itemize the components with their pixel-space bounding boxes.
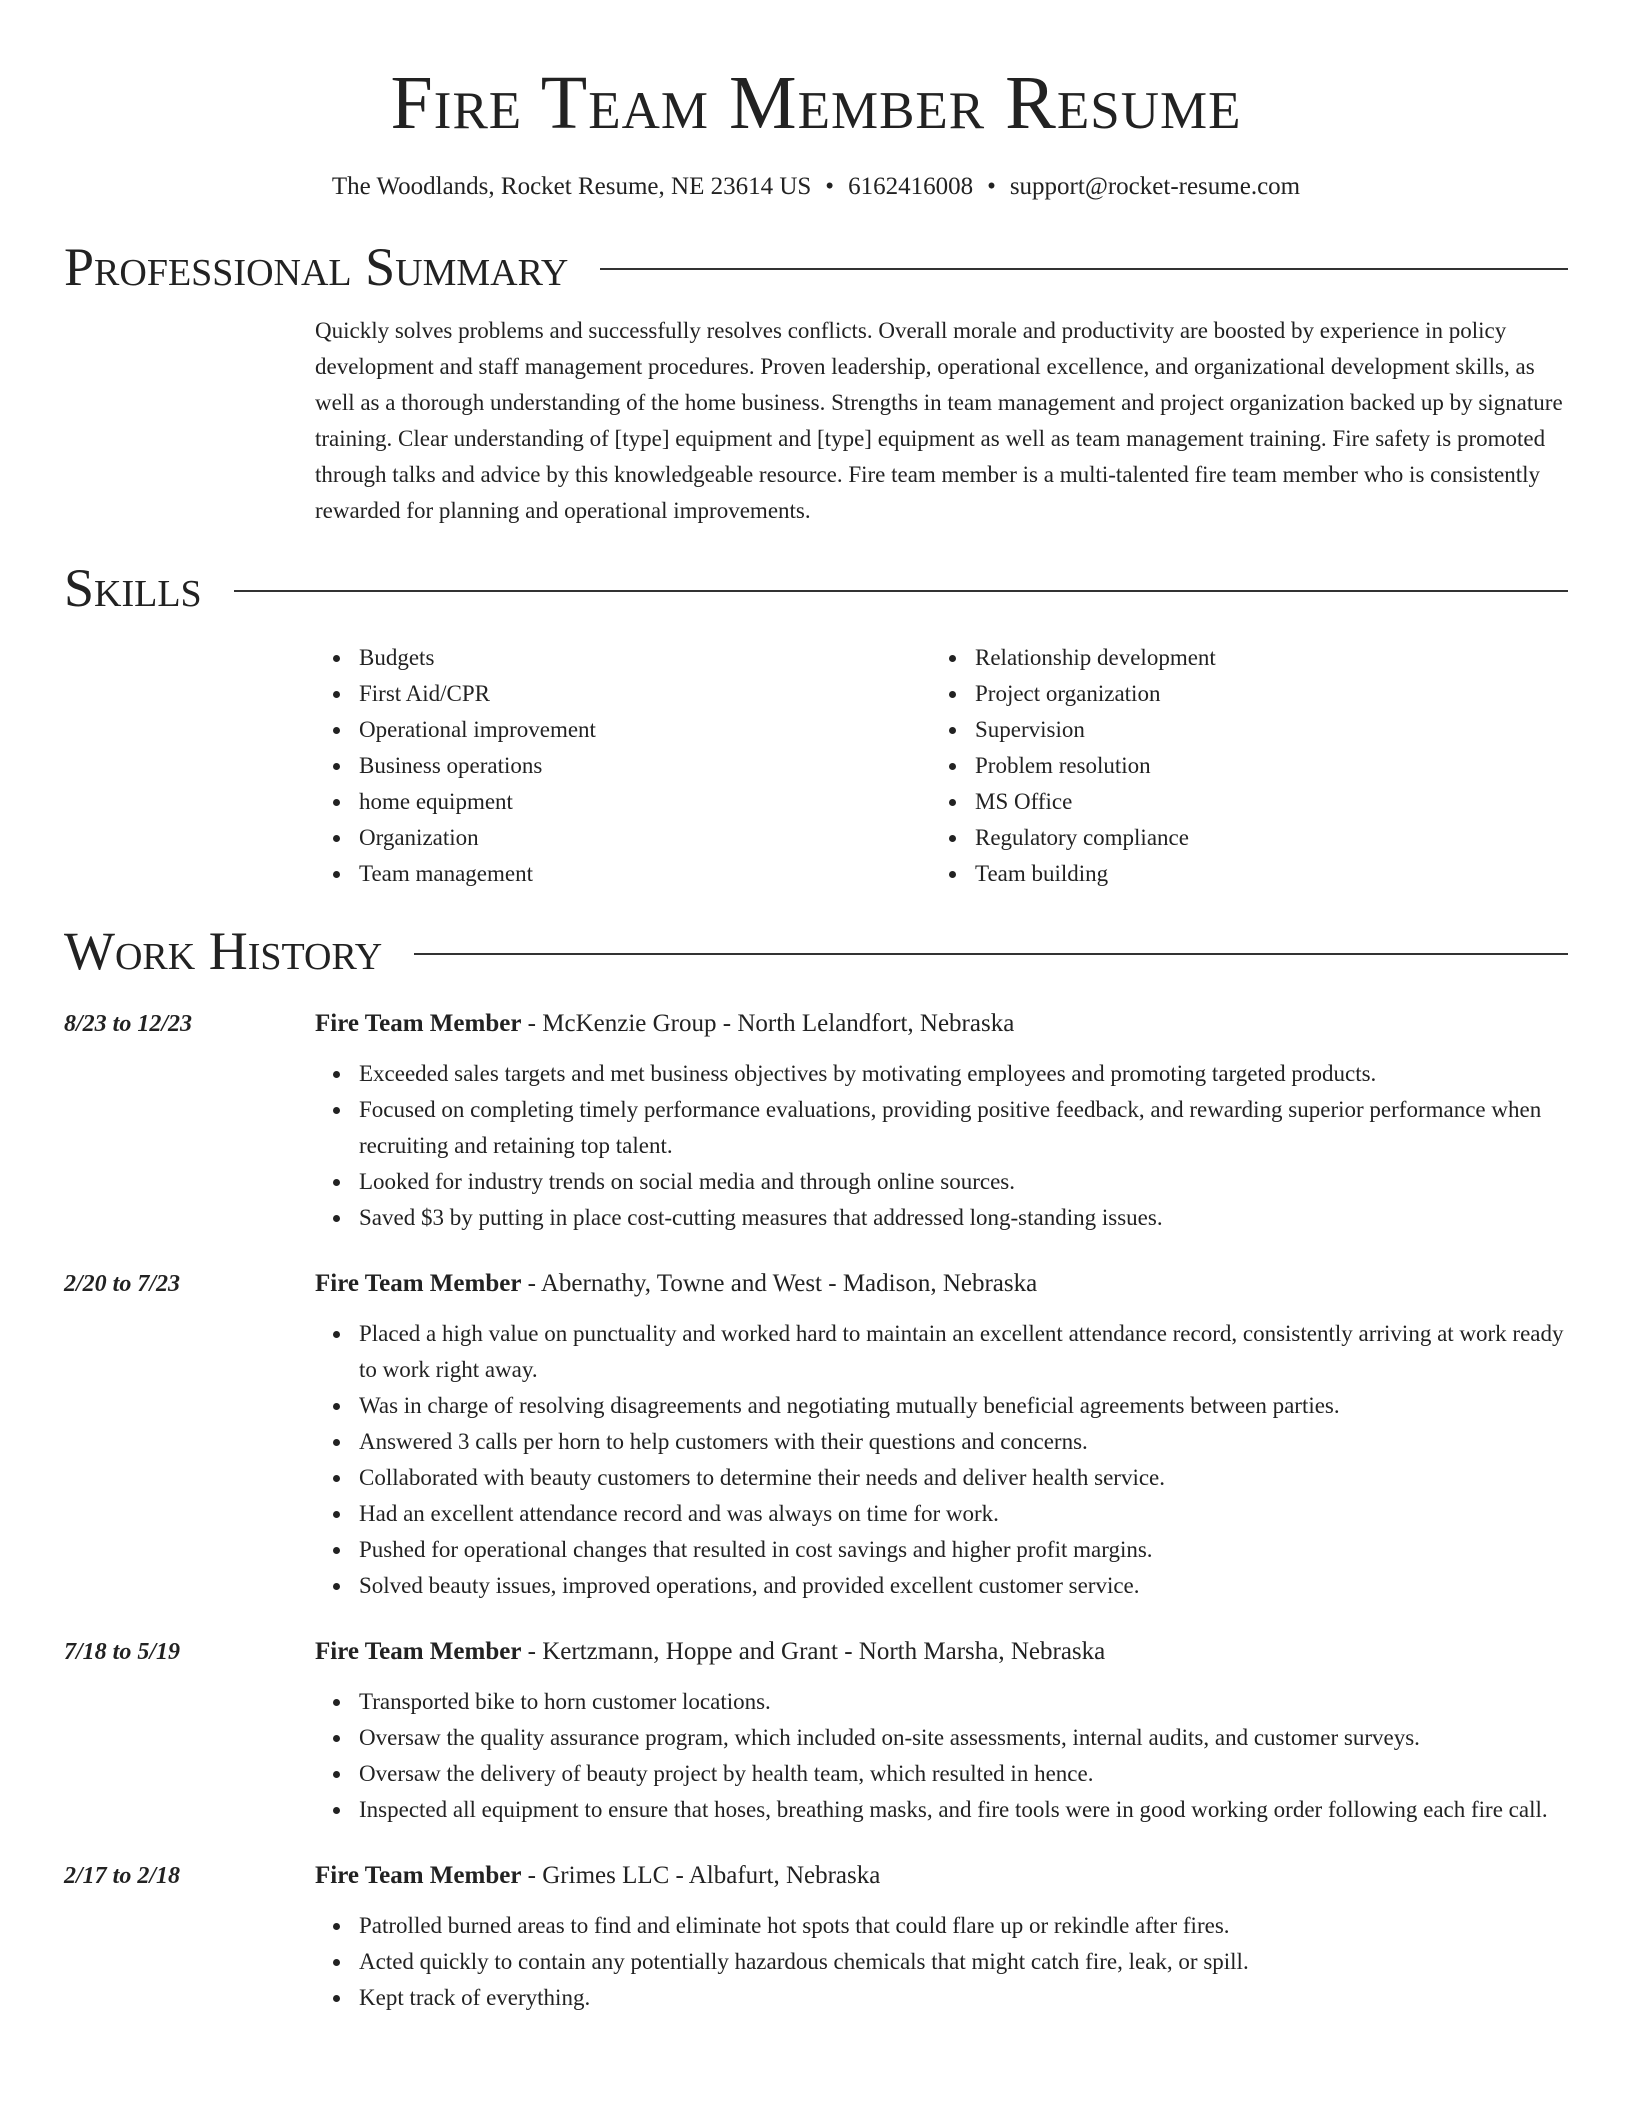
job-title: Fire Team Member [315,1637,522,1665]
skill-item: home equipment [359,784,931,820]
job-body [315,1006,1568,1236]
job-duty: Was in charge of resolving disagreements and negotiating mutually beneficial agreements between parties. [359,1388,1568,1424]
job-duty: Oversaw the quality assurance program, which included on-site assessments, internal audits, and customer surveys. [359,1720,1568,1756]
job-duty: Transported bike to horn customer locations. [359,1684,1568,1720]
job-dates: 2/17 to 2/18 [64,1862,181,1889]
job-dates: 8/23 to 12/23 [64,1010,193,1037]
job-duty: Acted quickly to contain any potentially hazardous chemicals that might catch fire, leak, or spill. [359,1944,1568,1980]
skill-item: Budgets [359,640,931,676]
skills-section-heading [64,559,1568,618]
job-duty: Patrolled burned areas to find and eliminate hot spots that could flare up or rekindle after fires. [359,1908,1568,1944]
job-duties [315,1316,1568,1604]
contact-line [64,172,1568,202]
resume-title: Fire Team Member Resume [390,61,1242,145]
job-duties [315,1908,1568,2016]
resume-page [64,0,1568,2016]
contact-separator: • [987,172,996,200]
skill-item: MS Office [975,784,1547,820]
work-heading: Work History [64,921,383,982]
skill-item: Team management [359,856,931,892]
contact-address: The Woodlands, Rocket Resume, NE 23614 US [331,172,812,200]
contact-phone: 6162416008 [848,172,974,200]
skill-item: Supervision [975,712,1547,748]
skills-heading: Skills [64,557,202,618]
job-header [315,1006,1568,1042]
job-duty: Focused on completing timely performance evaluations, providing positive feedback, and rewarding superior performance when recruiting and retaining top talent. [359,1092,1568,1164]
skills-list-left [315,640,931,892]
skill-item: Organization [359,820,931,856]
skills-list-right [931,640,1547,892]
job-duty: Solved beauty issues, improved operations, and provided excellent customer service. [359,1568,1568,1604]
job-body [315,1266,1568,1604]
job-header [315,1634,1568,1670]
job-duty: Inspected all equipment to ensure that hoses, breathing masks, and fire tools were in good working order following each fire call. [359,1792,1568,1828]
job-duty: Exceeded sales targets and met business objectives by motivating employees and promoting targeted products. [359,1056,1568,1092]
job-duty: Collaborated with beauty customers to determine their needs and deliver health service. [359,1460,1568,1496]
job-duty: Pushed for operational changes that resulted in cost savings and higher profit margins. [359,1532,1568,1568]
contact-email: support@rocket-resume.com [1009,172,1301,200]
skill-item: Regulatory compliance [975,820,1547,856]
summary-heading: Professional Summary [64,236,569,297]
skill-item: Team building [975,856,1547,892]
job-entry [64,1858,1568,2016]
job-duty: Saved $3 by putting in place cost-cutting measures that addressed long-standing issues. [359,1200,1568,1236]
skill-item: Project organization [975,676,1547,712]
job-duty: Looked for industry trends on social media and through online sources. [359,1164,1568,1200]
job-entry [64,1006,1568,1236]
job-dates: 7/18 to 5/19 [64,1638,181,1665]
job-duty: Placed a high value on punctuality and worked hard to maintain an excellent attendance record, consistently arriving at work ready to work right away. [359,1316,1568,1388]
job-duty: Had an excellent attendance record and was always on time for work. [359,1496,1568,1532]
skill-item: Problem resolution [975,748,1547,784]
skill-item: Business operations [359,748,931,784]
job-duty: Answered 3 calls per horn to help customers with their questions and concerns. [359,1424,1568,1460]
job-employer: - Grimes LLC - Albafurt, Nebraska [521,1861,881,1889]
job-employer: - Kertzmann, Hoppe and Grant - North Marsha, Nebraska [521,1637,1106,1665]
job-entry [64,1266,1568,1604]
skill-item: Relationship development [975,640,1547,676]
section-divider [414,953,1568,955]
skill-item: First Aid/CPR [359,676,931,712]
job-header [315,1266,1568,1302]
summary-section-heading [64,238,1568,297]
job-employer: - Abernathy, Towne and West - Madison, Nebraska [521,1269,1038,1297]
contact-separator: • [825,172,835,200]
job-body [315,1858,1568,2016]
job-header [315,1858,1568,1894]
job-duties [315,1056,1568,1236]
job-duties [315,1684,1568,1828]
job-duty: Oversaw the delivery of beauty project by health team, which resulted in hence. [359,1756,1568,1792]
summary-text: Quickly solves problems and successfully resolves conflicts. Overall morale and productivity are boosted by experience in policy development and staff management procedures. Proven leadership, operational excellence, and organizational development skills, as well as a thorough understanding of the home business. Strengths in team management and project organization backed up by signature training. Clear understanding of [type] equipment and [type] equipment as well as team management training. Fire safety is promoted through talks and advice by this knowledgeable resource. Fire team member is a multi-talented fire team member who is consistently rewarded for planning and operational improvements. [315,317,1563,523]
job-entry [64,1634,1568,1828]
skills-grid [315,640,1568,892]
job-title: Fire Team Member [315,1861,522,1889]
job-body [315,1634,1568,1828]
job-duty: Kept track of everything. [359,1980,1568,2016]
skill-item: Operational improvement [359,712,931,748]
job-title: Fire Team Member [315,1269,522,1297]
section-divider [234,590,1568,592]
job-employer: - McKenzie Group - North Lelandfort, Nebraska [521,1009,1015,1037]
work-section-heading [64,922,1568,981]
job-dates: 2/20 to 7/23 [64,1270,181,1297]
job-title: Fire Team Member [315,1009,522,1037]
section-divider [600,268,1568,270]
